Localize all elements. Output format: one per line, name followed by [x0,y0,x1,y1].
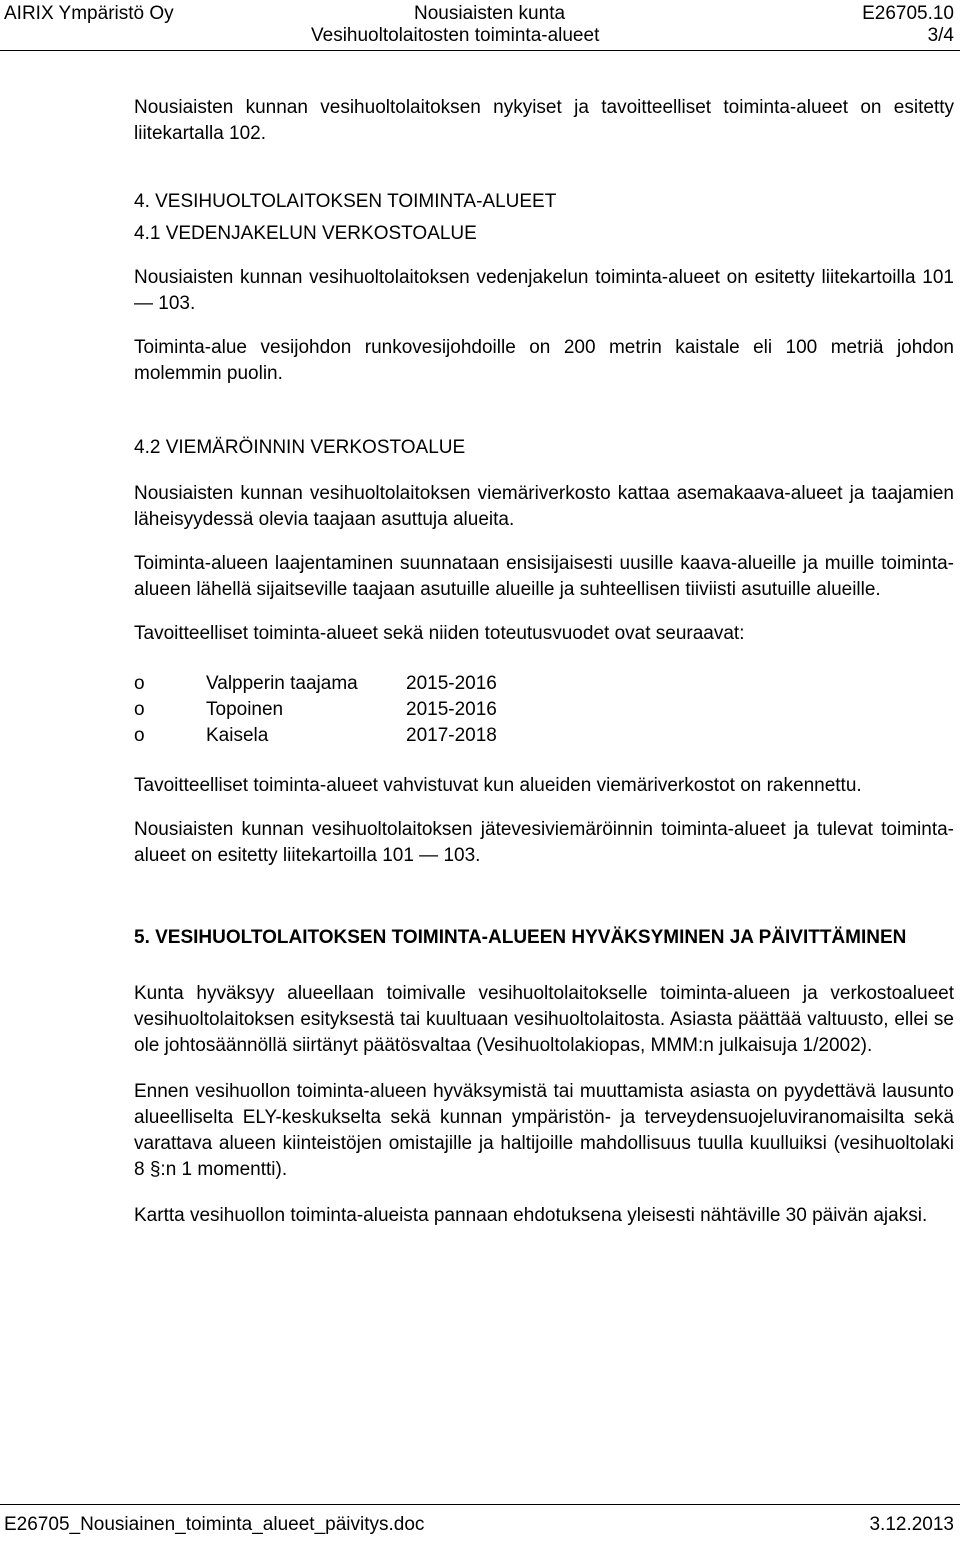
section-4-2-paragraph-5: Nousiaisten kunnan vesihuoltolaitoksen jätevesiviemäröinnin toiminta-alueet ja tulevat toiminta-alueet on esitetty liitekartoilla 101 — 103. [134,819,954,866]
header-divider [0,50,960,51]
header-company: AIRIX Ympäristö Oy [4,3,174,24]
intro-paragraph: Nousiaisten kunnan vesihuoltolaitoksen nykyiset ja tavoitteelliset toiminta-alueet on esitetty liitekartalla 102. [134,97,954,144]
header-client: Nousiaisten kunta [414,3,566,24]
area-name: Topoinen [206,699,284,720]
area-name: Kaisela [206,725,269,746]
section-4-1-paragraph-1: Nousiaisten kunnan vesihuoltolaitoksen vedenjakelun toiminta-alueet on esitetty liitekartoilla 101 — 103. [134,267,954,314]
page-footer [0,1500,960,1541]
section-4-2-paragraph-1: Nousiaisten kunnan vesihuoltolaitoksen viemäriverkosto kattaa asemakaava-alueet ja taajamien läheisyydessä olevia taajaan asuttuja alueita. [134,483,954,530]
area-name: Valpperin taajama [206,673,358,694]
footer-divider [0,1504,960,1505]
area-years: 2015-2016 [406,673,497,694]
section-5-paragraph-1: Kunta hyväksyy alueellaan toimivalle vesihuoltolaitokselle toiminta-alueen ja verkostoalueet vesihuoltolaitoksen esityksestä tai kuultuaan vesihuoltolaitosta. Asiasta päättää valtuusto, ellei se ole johtosäännöllä siirtänyt päätösvaltaa (Vesihuoltolakiopas, MMM:n julkaisuja 1/2002). [134,983,954,1056]
section-4-2-heading: 4.2 VIEMÄRÖINNIN VERKOSTOALUE [134,437,466,458]
section-4-2-paragraph-3: Tavoitteelliset toiminta-alueet sekä niiden toteutusvuodet ovat seuraavat: [134,623,745,644]
section-4-2-paragraph-2: Toiminta-alueen laajentaminen suunnataan ensisijaisesti uusille kaava-alueille ja muille toiminta-alueen lähellä sijaitseville taajaan asutuille alueille ja suhteellisen tiiviisti asutuille alueille. [134,553,954,600]
footer-filename: E26705_Nousiainen_toiminta_alueet_päivitys.doc [4,1514,425,1535]
document-body [134,95,954,1229]
area-years: 2017-2018 [406,725,497,746]
list-item [134,723,954,749]
page-header [0,0,960,50]
section-4-1-heading: 4.1 VEDENJAKELUN VERKOSTOALUE [134,223,477,244]
section-5-heading: 5. VESIHUOLTOLAITOKSEN TOIMINTA-ALUEEN HYVÄKSYMINEN JA PÄIVITTÄMINEN [134,927,907,948]
section-5-paragraph-2: Ennen vesihuollon toiminta-alueen hyväksymistä tai muuttamista asiasta on pyydettävä lausunto alueelliselta ELY-keskukselta sekä kunnan ympäristön- ja terveydensuojeluviranomaisilta sekä varattava alueen kiinteistöjen omistajille ja haltijoille mahdollisuus tuulla kuulluiksi (vesihuoltolaki 8 §:n 1 momentti). [134,1081,954,1180]
bullet-marker: o [134,725,145,746]
footer-date: 3.12.2013 [869,1514,954,1535]
area-years: 2015-2016 [406,699,497,720]
list-item [134,697,954,723]
target-areas-list [134,671,954,749]
header-subtitle: Vesihuoltolaitosten toiminta-alueet [311,25,600,46]
list-item [134,671,954,697]
section-4-1-paragraph-2: Toiminta-alue vesijohdon runkovesijohdoille on 200 metrin kaistale eli 100 metriä johdon molemmin puolin. [134,337,954,384]
header-page-number: 3/4 [927,25,954,46]
bullet-marker: o [134,699,145,720]
section-4-heading: 4. VESIHUOLTOLAITOKSEN TOIMINTA-ALUEET [134,191,557,212]
bullet-marker: o [134,673,145,694]
section-5-paragraph-3: Kartta vesihuollon toiminta-alueista pannaan ehdotuksena yleisesti nähtäville 30 päivän ajaksi. [134,1205,928,1226]
section-4-2-paragraph-4: Tavoitteelliset toiminta-alueet vahvistuvat kun alueiden viemäriverkostot on rakennettu. [134,775,862,796]
header-doc-code: E26705.10 [862,3,954,24]
